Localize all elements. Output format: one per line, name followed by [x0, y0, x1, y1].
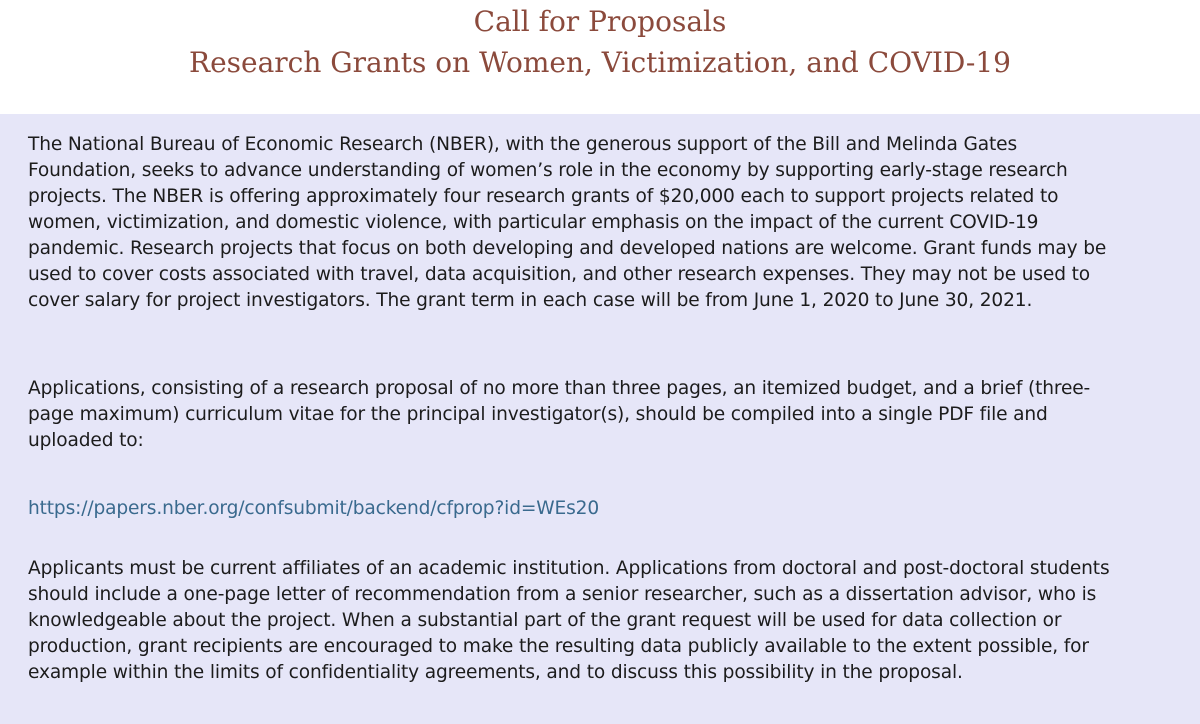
- intro-paragraph: [28, 132, 1188, 314]
- intro-paragraph-line: cover salary for project investigators. The grant term in each case will be from June 1, 2020 to June 30, 2021.: [28, 290, 1033, 311]
- content-panel: [0, 114, 1200, 724]
- intro-paragraph-line: projects. The NBER is offering approximately four research grants of $20,000 each to support projects related to: [28, 186, 1059, 207]
- eligibility-paragraph: [28, 556, 1188, 686]
- intro-paragraph-line: women, victimization, and domestic violence, with particular emphasis on the impact of the current COVID-19: [28, 212, 1039, 233]
- intro-paragraph-line: The National Bureau of Economic Research (NBER), with the generous support of the Bill and Melinda Gates: [28, 134, 1017, 155]
- page-subtitle: Research Grants on Women, Victimization, and COVID-19: [189, 46, 1011, 79]
- intro-paragraph-line: used to cover costs associated with travel, data acquisition, and other research expenses. They may not be used to: [28, 264, 1091, 285]
- intro-paragraph-line: Foundation, seeks to advance understanding of women’s role in the economy by supporting early-stage research: [28, 160, 1068, 181]
- eligibility-paragraph-line: should include a one-page letter of recommendation from a senior researcher, such as a dissertation advisor, who is: [28, 584, 1097, 605]
- application-paragraph-line: Applications, consisting of a research proposal of no more than three pages, an itemized budget, and a brief (three-: [28, 378, 1091, 399]
- eligibility-paragraph-line: production, grant recipients are encouraged to make the resulting data publicly available to the extent possible, for: [28, 636, 1089, 657]
- eligibility-paragraph-line: example within the limits of confidentiality agreements, and to discuss this possibility in the proposal.: [28, 662, 963, 683]
- application-paragraph: [28, 376, 1188, 454]
- page-title: Call for Proposals: [473, 5, 727, 38]
- intro-paragraph-line: pandemic. Research projects that focus on both developing and developed nations are welcome. Grant funds may be: [28, 238, 1107, 259]
- application-paragraph-line: page maximum) curriculum vitae for the principal investigator(s), should be compiled into a single PDF file and: [28, 404, 1048, 425]
- header: [0, 0, 1200, 112]
- application-paragraph-line: uploaded to:: [28, 430, 144, 451]
- eligibility-paragraph-line: Applicants must be current affiliates of an academic institution. Applications from doctoral and post-doctoral students: [28, 558, 1110, 579]
- eligibility-paragraph-line: knowledgeable about the project. When a substantial part of the grant request will be used for data collection or: [28, 610, 1062, 631]
- submission-link[interactable]: https://papers.nber.org/confsubmit/backend/cfprop?id=WEs20: [28, 498, 600, 519]
